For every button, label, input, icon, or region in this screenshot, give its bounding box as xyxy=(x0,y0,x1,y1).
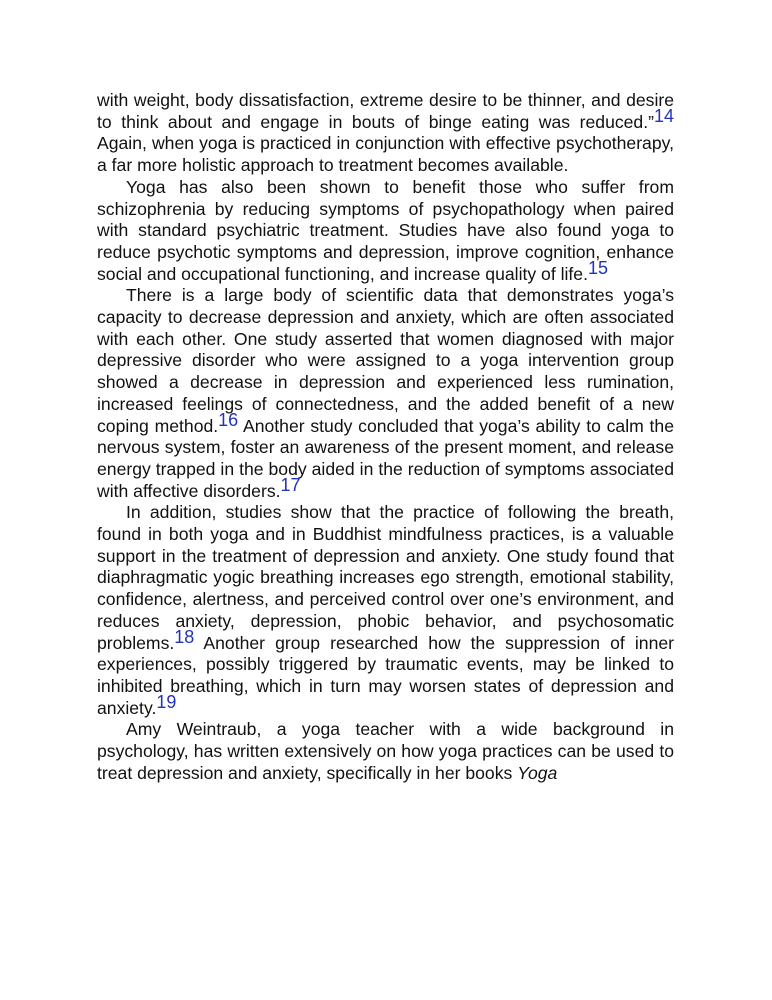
paragraph xyxy=(97,90,674,177)
paragraph-text: Another group researched how the suppression of inner experiences, possibly triggered by traumatic events, may be linked to inhibited breathing, which in turn may worsen states of depression and anxiety. xyxy=(97,632,674,718)
paragraph-text: Again, when yoga is practiced in conjunction with effective psychotherapy, a far more holistic approach to treatment becomes available. xyxy=(97,133,674,176)
paragraph xyxy=(97,285,674,502)
paragraph-text: In addition, studies show that the practice of following the breath, found in both yoga and in Buddhist mindfulness practices, is a valuable support in the treatment of depression and anxiety. One study found that diaphragmatic yogic breathing increases ego strength, emotional stability, confidence, alertness, and perceived control over one’s environment, and reduces anxiety, depression, phobic behavior, and psychosomatic problems. xyxy=(97,502,674,653)
paragraph-text: with weight, body dissatisfaction, extreme desire to be thinner, and desire to think about and engage in bouts of binge eating was reduced.” xyxy=(97,90,674,132)
footnote-link[interactable]: 14 xyxy=(653,105,674,126)
paragraph xyxy=(97,502,674,719)
book-title-italic: Yoga xyxy=(517,762,558,783)
paragraph xyxy=(97,719,674,784)
document-body xyxy=(97,90,674,785)
paragraph-text: There is a large body of scientific data that demonstrates yoga’s capacity to decrease depression and anxiety, which are often associated with each other. One study asserted that women diagnosed with major depressive disorder who were assigned to a yoga intervention group showed a decrease in depression and experienced less rumination, increased feelings of connectedness, and the added benefit of a new coping method. xyxy=(97,285,674,436)
footnote-link[interactable]: 19 xyxy=(156,691,177,712)
paragraph xyxy=(97,177,674,286)
paragraph-text: Amy Weintraub, a yoga teacher with a wide background in psychology, has written extensively on how yoga practices can be used to treat depression and anxiety, specifically in her books xyxy=(97,719,674,783)
paragraph-text: Another study concluded that yoga’s ability to calm the nervous system, foster an awareness of the present moment, and release energy trapped in the body aided in the reduction of symptoms associated with affective disorders. xyxy=(97,415,674,501)
footnote-link[interactable]: 16 xyxy=(218,409,239,430)
footnote-link[interactable]: 15 xyxy=(587,257,609,278)
footnote-link[interactable]: 17 xyxy=(280,474,301,495)
paragraph-text: Yoga has also been shown to benefit those who suffer from schizophrenia by reducing symptoms of psychopathology when paired with standard psychiatric treatment. Studies have also found yoga to reduce psychotic symptoms and depression, improve cognition, enhance social and occupational functioning, and increase quality of life. xyxy=(97,176,674,284)
footnote-link[interactable]: 18 xyxy=(174,626,195,647)
